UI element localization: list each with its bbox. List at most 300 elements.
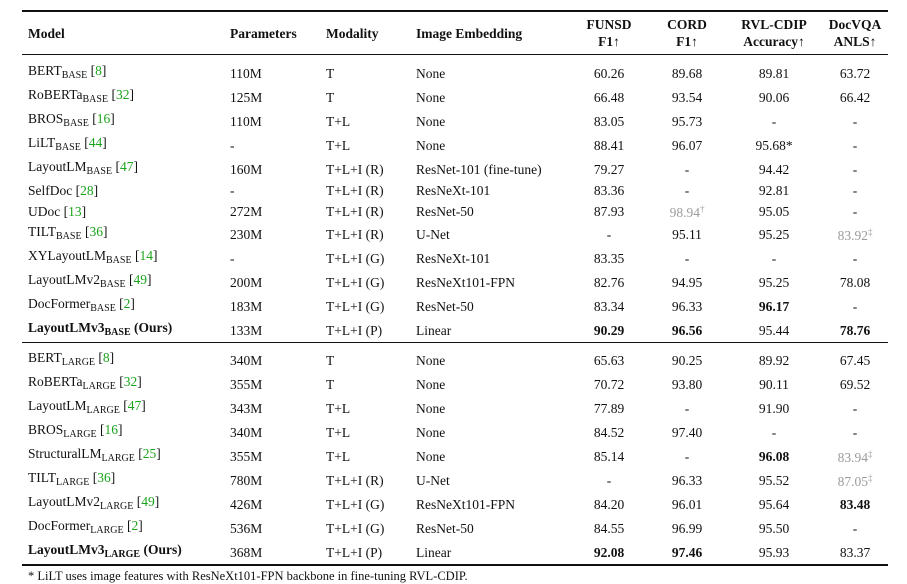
model-name: LayoutLMv2 <box>28 272 100 287</box>
funsd-score-cell <box>570 246 648 270</box>
modality-cell: T+L+I (G) <box>326 298 385 314</box>
docvqa-score-value: 87.05 <box>837 474 868 489</box>
rvl-score-value: 96.17 <box>758 298 790 314</box>
funsd-score-cell <box>570 157 648 181</box>
citation-number: 13 <box>68 203 82 219</box>
model-citation: [16] <box>96 422 123 437</box>
funsd-score-value: 70.72 <box>593 376 625 392</box>
funsd-score-cell <box>570 492 648 516</box>
rvl-score-cell <box>726 85 822 109</box>
cord-score-value: 94.95 <box>671 274 703 290</box>
table-row <box>22 181 888 200</box>
modality-cell: T <box>326 352 335 368</box>
funsd-score-cell <box>570 468 648 492</box>
docvqa-score-cell <box>822 318 888 343</box>
modality-cell: T <box>326 65 335 81</box>
modality-cell: T+L <box>326 400 351 416</box>
docvqa-score-cell <box>822 270 888 294</box>
image-embedding-cell: None <box>416 65 446 81</box>
docvqa-score-value: - <box>852 183 858 198</box>
funsd-score-value: 82.76 <box>593 274 625 290</box>
funsd-score-cell <box>570 396 648 420</box>
model-cell <box>22 372 224 396</box>
cord-score-cell <box>648 157 726 181</box>
funsd-score-value: 83.05 <box>593 113 625 129</box>
rvl-score-cell <box>726 318 822 343</box>
cord-score-cell <box>648 181 726 200</box>
table-row <box>22 372 888 396</box>
citation-number: 2 <box>123 296 131 311</box>
model-citation: [25] <box>134 446 161 461</box>
cord-score-value: 96.99 <box>671 520 703 536</box>
cord-score-value: - <box>684 400 690 416</box>
docvqa-score-value: - <box>852 161 858 177</box>
citation-number: 32 <box>115 87 130 102</box>
rvl-score-cell <box>726 420 822 444</box>
cord-score-cell <box>648 133 726 157</box>
rvl-score-cell <box>726 516 822 540</box>
rvl-score-cell <box>726 270 822 294</box>
model-name: SelfDoc <box>28 183 73 198</box>
modality-cell: T+L <box>326 424 351 440</box>
model-citation: [44] <box>80 135 107 150</box>
rvl-score-value: - <box>771 250 777 266</box>
funsd-score-cell <box>570 181 648 200</box>
parameters-cell: 110M <box>230 113 262 129</box>
rvl-score-value: 95.68* <box>755 137 793 153</box>
header-cord-name: CORD <box>667 17 707 32</box>
header-model: Model <box>28 25 65 41</box>
cord-score-value: 97.40 <box>671 424 703 440</box>
rvl-score-cell <box>726 343 822 373</box>
model-size-subscript: BASE <box>86 166 113 177</box>
cord-score-value: 96.07 <box>671 137 703 153</box>
model-size-subscript: LARGE <box>63 429 97 440</box>
cord-score-value: 96.33 <box>671 298 703 314</box>
parameters-cell: 200M <box>230 274 263 290</box>
funsd-score-value: 84.55 <box>593 520 625 536</box>
model-citation: [47] <box>119 398 146 413</box>
rvl-score-cell <box>726 246 822 270</box>
funsd-score-value: 85.14 <box>593 448 625 464</box>
parameters-cell: - <box>230 250 235 266</box>
table-header <box>22 11 888 55</box>
docvqa-score-cell <box>822 55 888 86</box>
funsd-score-cell <box>570 200 648 222</box>
docvqa-score-cell <box>822 109 888 133</box>
docvqa-score-cell <box>822 372 888 396</box>
citation-number: 16 <box>104 422 118 437</box>
parameters-cell: 426M <box>230 496 263 512</box>
docvqa-score-value: 83.37 <box>839 544 871 560</box>
cord-score-cell <box>648 222 726 246</box>
docvqa-score-cell <box>822 444 888 468</box>
header-parameters: Parameters <box>230 25 297 41</box>
model-cell <box>22 109 224 133</box>
model-citation: [49] <box>133 494 160 509</box>
docvqa-score-cell <box>822 396 888 420</box>
model-cell <box>22 294 224 318</box>
funsd-score-value: 92.08 <box>593 544 625 560</box>
model-name: BERT <box>28 63 62 78</box>
model-name: DocFormer <box>28 518 91 533</box>
model-name: RoBERTa <box>28 374 83 389</box>
citation-number: 47 <box>127 398 142 413</box>
rvl-score-value: 95.44 <box>758 322 790 338</box>
model-cell <box>22 318 224 343</box>
docvqa-score-cell <box>822 516 888 540</box>
table-row <box>22 294 888 318</box>
model-cell <box>22 133 224 157</box>
funsd-score-cell <box>570 85 648 109</box>
citation-number: 25 <box>142 446 157 461</box>
model-name: StructuralLM <box>28 446 102 461</box>
rvl-score-cell <box>726 492 822 516</box>
table-row <box>22 133 888 157</box>
parameters-cell: 125M <box>230 89 263 105</box>
rvl-score-value: 95.25 <box>758 274 790 290</box>
funsd-score-cell <box>570 270 648 294</box>
docvqa-score-cell <box>822 222 888 246</box>
rvl-score-cell <box>726 222 822 246</box>
parameters-cell: 110M <box>230 65 262 81</box>
modality-cell: T+L+I (G) <box>326 496 385 512</box>
modality-cell: T <box>326 376 335 392</box>
image-embedding-cell: None <box>416 400 446 416</box>
model-name: DocFormer <box>28 296 91 311</box>
model-cell <box>22 200 224 222</box>
model-cell <box>22 420 224 444</box>
image-embedding-cell: U-Net <box>416 226 450 242</box>
docvqa-score-value: 78.76 <box>839 322 871 338</box>
citation-number: 36 <box>89 224 103 239</box>
rvl-score-cell <box>726 181 822 200</box>
table-row <box>22 420 888 444</box>
cord-score-footnote-mark: † <box>699 204 705 214</box>
docvqa-score-value: - <box>852 424 858 440</box>
cord-score-value: 97.46 <box>671 544 703 560</box>
rvl-score-cell <box>726 444 822 468</box>
modality-cell: T+L <box>326 448 351 464</box>
parameters-cell: - <box>230 137 235 153</box>
model-name: BROS <box>28 111 64 126</box>
docvqa-score-cell <box>822 492 888 516</box>
model-name: TILT <box>28 224 56 239</box>
modality-cell: T+L+I (R) <box>326 226 384 242</box>
docvqa-score-cell <box>822 343 888 373</box>
rvl-score-value: 90.11 <box>759 376 789 392</box>
docvqa-score-cell <box>822 181 888 200</box>
header-cord <box>648 11 726 55</box>
header-rvl-cdip <box>726 11 822 55</box>
cord-score-value: - <box>684 183 690 198</box>
header-funsd <box>570 11 648 55</box>
funsd-score-value: 90.29 <box>593 322 625 338</box>
cord-score-cell <box>648 540 726 565</box>
citation-number: 49 <box>133 272 147 287</box>
model-size-subscript: LARGE <box>61 357 96 368</box>
docvqa-score-value: 63.72 <box>839 65 871 81</box>
docvqa-score-cell <box>822 420 888 444</box>
citation-number: 32 <box>123 374 138 389</box>
model-cell <box>22 516 224 540</box>
model-name: TILT <box>28 470 56 485</box>
image-embedding-cell: ResNet-50 <box>416 203 474 219</box>
cord-score-value: - <box>684 250 690 266</box>
rvl-score-value: 92.81 <box>758 183 790 198</box>
table-row <box>22 318 888 343</box>
rvl-score-cell <box>726 109 822 133</box>
model-cell <box>22 222 224 246</box>
model-name: BROS <box>28 422 64 437</box>
model-name: LiLT <box>28 135 56 150</box>
docvqa-score-value: 66.42 <box>839 89 871 105</box>
model-citation: [2] <box>115 296 135 311</box>
cord-score-cell <box>648 294 726 318</box>
model-size-subscript: BASE <box>61 70 88 81</box>
model-name: UDoc <box>28 203 61 219</box>
image-embedding-cell: Linear <box>416 322 452 338</box>
image-embedding-cell: None <box>416 113 446 129</box>
docvqa-score-footnote-mark: ‡ <box>867 449 873 459</box>
rvl-score-value: 94.42 <box>758 161 790 177</box>
citation-number: 44 <box>88 135 103 150</box>
rvl-score-value: 89.81 <box>758 65 790 81</box>
rvl-score-value: 95.25 <box>758 226 790 242</box>
cord-score-value: 93.54 <box>671 89 703 105</box>
cord-score-value: 96.01 <box>671 496 703 512</box>
parameters-cell: 183M <box>230 298 263 314</box>
image-embedding-cell: None <box>416 137 446 153</box>
rvl-score-value: 95.50 <box>758 520 790 536</box>
funsd-score-value: 83.34 <box>593 298 625 314</box>
cord-score-cell <box>648 444 726 468</box>
funsd-score-value: 83.35 <box>593 250 625 266</box>
rvl-score-value: 90.06 <box>758 89 790 105</box>
funsd-score-value: 65.63 <box>593 352 625 368</box>
docvqa-score-cell <box>822 540 888 565</box>
model-size-subscript: BASE <box>55 142 81 153</box>
rvl-score-value: 95.64 <box>758 496 790 512</box>
citation-number: 8 <box>102 350 110 365</box>
table-row <box>22 157 888 181</box>
funsd-score-cell <box>570 55 648 86</box>
table-row <box>22 492 888 516</box>
model-cell <box>22 468 224 492</box>
model-citation: [13] <box>60 203 87 219</box>
docvqa-score-value: - <box>852 520 858 536</box>
modality-cell: T+L+I (R) <box>326 203 384 219</box>
model-citation: [32] <box>115 374 142 389</box>
docvqa-score-value: 67.45 <box>839 352 871 368</box>
rvl-score-value: 91.90 <box>758 400 790 416</box>
model-cell <box>22 444 224 468</box>
rvl-score-cell <box>726 157 822 181</box>
header-cord-metric: F1↑ <box>676 34 698 49</box>
image-embedding-cell: Linear <box>416 544 452 560</box>
parameters-cell: 355M <box>230 376 263 392</box>
cord-score-value: 96.33 <box>671 472 703 488</box>
modality-cell: T+L+I (G) <box>326 274 385 290</box>
docvqa-score-value: - <box>852 400 858 416</box>
parameters-cell: 368M <box>230 544 263 560</box>
cord-score-cell <box>648 372 726 396</box>
model-name: RoBERTa <box>28 87 83 102</box>
citation-number: 49 <box>141 494 155 509</box>
model-size-subscript: LARGE <box>104 549 141 560</box>
header-funsd-metric: F1↑ <box>598 34 620 49</box>
model-citation: [49] <box>125 272 152 287</box>
docvqa-score-cell <box>822 468 888 492</box>
modality-cell: T+L+I (P) <box>326 544 383 560</box>
image-embedding-cell: ResNet-50 <box>416 298 474 314</box>
cord-score-value: 96.56 <box>671 322 703 338</box>
table-row <box>22 343 888 373</box>
funsd-score-value: 79.27 <box>593 161 625 177</box>
docvqa-score-value: 78.08 <box>839 274 871 290</box>
docvqa-score-footnote-mark: ‡ <box>867 227 873 237</box>
cord-score-cell <box>648 492 726 516</box>
image-embedding-cell: ResNeXt-101 <box>416 250 491 266</box>
rvl-score-value: 96.08 <box>758 448 790 464</box>
cord-score-cell <box>648 85 726 109</box>
docvqa-score-cell <box>822 246 888 270</box>
parameters-cell: 340M <box>230 352 263 368</box>
docvqa-score-footnote-mark: ‡ <box>867 473 873 483</box>
table-row <box>22 270 888 294</box>
parameters-cell: 355M <box>230 448 263 464</box>
model-cell <box>22 492 224 516</box>
cord-score-value: - <box>684 161 690 177</box>
model-name: XYLayoutLM <box>28 248 106 263</box>
docvqa-score-cell <box>822 85 888 109</box>
cord-score-value: 95.73 <box>671 113 703 129</box>
citation-number: 8 <box>95 63 102 78</box>
funsd-score-cell <box>570 372 648 396</box>
header-docvqa <box>822 11 888 55</box>
docvqa-score-cell <box>822 294 888 318</box>
rvl-score-cell <box>726 372 822 396</box>
docvqa-score-value: - <box>852 137 858 153</box>
model-citation: [8] <box>95 350 115 365</box>
rvl-score-cell <box>726 468 822 492</box>
model-cell <box>22 157 224 181</box>
model-size-subscript: BASE <box>63 118 89 129</box>
model-size-subscript: LARGE <box>56 477 90 488</box>
cord-score-cell <box>648 246 726 270</box>
cord-score-value: - <box>684 448 690 464</box>
rvl-score-cell <box>726 200 822 222</box>
rvl-score-cell <box>726 540 822 565</box>
image-embedding-cell: ResNet-101 (fine-tune) <box>416 161 542 177</box>
image-embedding-cell: U-Net <box>416 472 450 488</box>
funsd-score-cell <box>570 540 648 565</box>
modality-cell: T+L <box>326 113 351 129</box>
model-cell <box>22 396 224 420</box>
header-image-embedding: Image Embedding <box>416 25 523 41</box>
table-row <box>22 246 888 270</box>
model-name: BERT <box>28 350 62 365</box>
table-row <box>22 516 888 540</box>
model-cell <box>22 540 224 565</box>
rvl-score-value: - <box>771 424 777 440</box>
modality-cell: T+L+I (G) <box>326 520 385 536</box>
docvqa-score-cell <box>822 157 888 181</box>
funsd-score-value: 83.36 <box>593 183 625 198</box>
cord-score-cell <box>648 420 726 444</box>
results-table-figure <box>22 10 888 584</box>
parameters-cell: 340M <box>230 424 263 440</box>
model-name: LayoutLMv3 <box>28 542 105 557</box>
comparison-table <box>22 10 888 566</box>
image-embedding-cell: None <box>416 424 446 440</box>
header-modality: Modality <box>326 25 379 41</box>
cord-score-cell <box>648 516 726 540</box>
cord-score-cell <box>648 343 726 373</box>
image-embedding-cell: None <box>416 352 446 368</box>
header-rvl-metric: Accuracy↑ <box>743 34 805 49</box>
modality-cell: T+L <box>326 137 351 153</box>
model-citation: [2] <box>123 518 143 533</box>
modality-cell: T+L+I (P) <box>326 322 383 338</box>
model-cell <box>22 85 224 109</box>
cord-score-cell <box>648 200 726 222</box>
docvqa-score-cell <box>822 133 888 157</box>
docvqa-score-value: 83.48 <box>839 496 871 512</box>
model-citation: [28] <box>72 183 99 198</box>
model-name: LayoutLMv3 <box>28 320 105 335</box>
docvqa-score-value: - <box>852 298 858 314</box>
image-embedding-cell: None <box>416 89 446 105</box>
parameters-cell: 343M <box>230 400 263 416</box>
rvl-score-value: - <box>771 113 777 129</box>
parameters-cell: 272M <box>230 203 263 219</box>
cord-score-value: 95.11 <box>672 226 702 242</box>
funsd-score-cell <box>570 222 648 246</box>
model-suffix: (Ours) <box>130 320 173 335</box>
model-size-subscript: BASE <box>100 279 126 290</box>
funsd-score-value: 66.48 <box>593 89 625 105</box>
funsd-score-cell <box>570 420 648 444</box>
model-size-subscript: BASE <box>82 94 109 105</box>
modality-cell: T+L+I (R) <box>326 472 384 488</box>
cord-score-cell <box>648 55 726 86</box>
table-row <box>22 222 888 246</box>
model-name: LayoutLM <box>28 159 87 174</box>
model-size-subscript: LARGE <box>100 501 134 512</box>
docvqa-score-value: - <box>852 203 858 219</box>
funsd-score-value: - <box>606 226 612 242</box>
model-citation: [16] <box>88 111 115 126</box>
rvl-score-value: 95.93 <box>758 544 790 560</box>
docvqa-score-value: - <box>852 113 858 129</box>
funsd-score-value: 84.20 <box>593 496 625 512</box>
modality-cell: T+L+I (R) <box>326 161 384 177</box>
table-row <box>22 396 888 420</box>
rvl-score-cell <box>726 133 822 157</box>
funsd-score-cell <box>570 516 648 540</box>
cord-score-cell <box>648 396 726 420</box>
modality-cell: T+L+I (G) <box>326 250 385 266</box>
table-row <box>22 468 888 492</box>
citation-number: 14 <box>139 248 153 263</box>
parameters-cell: - <box>230 183 235 198</box>
image-embedding-cell: ResNet-50 <box>416 520 474 536</box>
model-size-subscript: LARGE <box>101 453 135 464</box>
cord-score-cell <box>648 318 726 343</box>
image-embedding-cell: ResNeXt101-FPN <box>416 274 516 290</box>
model-size-subscript: LARGE <box>90 525 124 536</box>
